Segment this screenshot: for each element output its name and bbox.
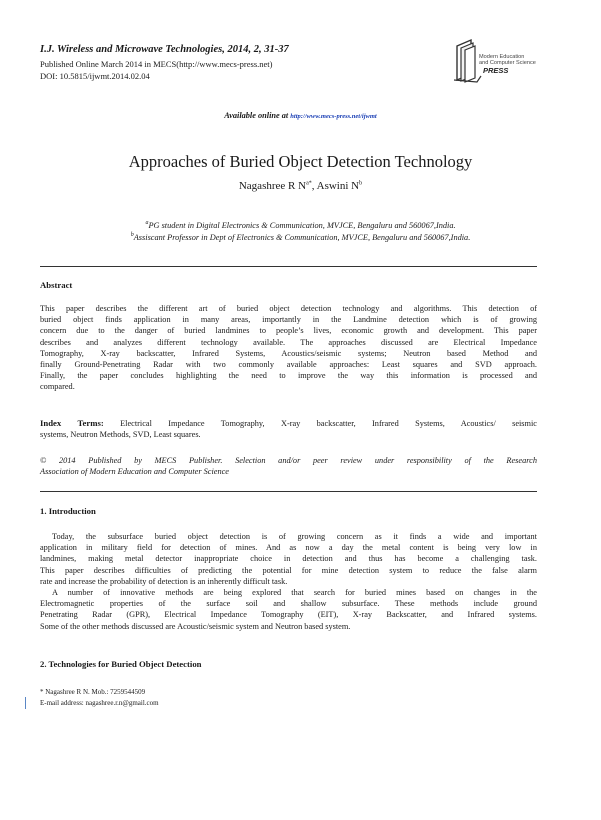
copyright-line-2: Association of Modern Education and Computer Science [40, 467, 229, 477]
logo-line2: and Computer Science [479, 60, 536, 66]
affiliation-2-text: Assiscant Professor in Dept of Electronics & Communication, MVJCE, Bengaluru and 560067,India. [133, 233, 471, 242]
affiliation-2-sup: b [130, 232, 134, 239]
available-online [0, 111, 601, 120]
abstract-line: Finally, the paper concludes highlighting the need to improve the way this information is processed and [40, 371, 537, 381]
paragraph-line: A number of innovative methods are being explored that search for buried mines based on changes in the [52, 588, 537, 597]
section-1-paragraph-2 [40, 587, 537, 632]
top-divider [40, 266, 537, 267]
book-stack-icon [453, 36, 563, 86]
abstract-line: describes and analyzes different technology available. The approaches discussed are Electrical Impedance [40, 337, 537, 347]
publisher-logo [453, 36, 563, 86]
abstract-line: finally Ground-Penetrating Radar with two commonly available approaches: Least squares and SVD approach. [40, 360, 537, 370]
copyright-notice [40, 455, 537, 477]
index-terms-line-1: Electrical Impedance Tomography, X-ray backscatter, Infrared Systems, Acoustics/ seismic [103, 419, 537, 428]
paper-title: Approaches of Buried Object Detection Technology [128, 152, 473, 171]
abstract-line: This paper describes the different art of buried object detection technology and algorithms. This detection of [40, 304, 537, 313]
section-2-heading: 2. Technologies for Buried Object Detection [40, 659, 202, 669]
index-terms-line-2: systems, Neutron Methods, SVD, Least squares. [40, 430, 201, 440]
author-1-sup: a* [306, 180, 312, 187]
paragraph-line: rate and increase the probability of detection is an inherently difficult task. [40, 576, 288, 586]
logo-line3: PRESS [483, 66, 509, 75]
section-1-heading: 1. Introduction [40, 506, 96, 516]
paragraph-line: Penetrating Radar (GPR), Electrical Impedance Tomography (EIT), X-ray Backscatter, and Infrared systems. [40, 610, 537, 620]
doi-line: DOI: 10.5815/ijwmt.2014.02.04 [40, 71, 150, 81]
affiliation-2 [0, 233, 601, 242]
affiliation-1-text: PG student in Digital Electronics & Communication, MVJCE, Bengaluru and 560067,India. [148, 221, 456, 230]
author-1: Nagashree R N [238, 180, 307, 192]
index-terms-label: Index Terms: [40, 418, 104, 428]
paragraph-line: application in military field for detection of mines. And as now a day the metal content is being very low in [40, 543, 537, 553]
author-2: Aswini N [316, 180, 360, 192]
logo-line1: Modern Education [479, 54, 525, 60]
affiliation-1-sup: a [145, 220, 149, 227]
published-online-line: Published Online March 2014 in MECS(http://www.mecs-press.net) [40, 59, 273, 69]
abstract-line: compared. [40, 382, 75, 392]
abstract-line: buried object finds application in many areas, importantly in the Landmine detection which is of growing [40, 315, 537, 325]
paragraph-line: This paper describes difficulties of predicting the potential for mine detection system to reduce the false alarm [40, 565, 537, 575]
bottom-divider [40, 491, 537, 492]
author-list [0, 180, 601, 192]
abstract-line: Tomography, X-ray backscatter, Infrared Systems, Acoustics/seismic systems; Neutron based Method and [40, 348, 537, 358]
index-terms [40, 418, 537, 440]
footnote-line-1: * Nagashree R N. Mob.: 7259544509 [40, 688, 146, 696]
paragraph-line: landmines, making metal detector inappropriate choice in detection and thus has become a challenging task. [40, 554, 537, 564]
affiliation-1 [0, 221, 601, 230]
author-2-sup: b [359, 180, 363, 187]
abstract-body [40, 303, 537, 393]
author-separator: , [311, 180, 317, 192]
abstract-heading: Abstract [40, 280, 73, 290]
journal-citation: I.J. Wireless and Microwave Technologies, 2014, 2, 31-37 [40, 44, 289, 55]
abstract-line: concern due to the danger of buried landmines to people’s lives, economic growth and development. This paper [40, 326, 537, 336]
paragraph-line: Some of the other methods discussed are Acoustic/seismic system and Neutron based system. [40, 621, 351, 631]
journal-url-link[interactable]: http://www.mecs-press.net/ijwmt [290, 113, 377, 120]
copyright-line-1: © 2014 Published by MECS Publisher. Selection and/or peer review under responsibility of the Research [40, 456, 537, 465]
available-label: Available online at [224, 111, 289, 120]
margin-marker [25, 697, 26, 709]
paragraph-line: Today, the subsurface buried object detection is of growing concern as it finds a wide and important [52, 532, 537, 541]
paragraph-line: Electromagnetic properties of the surface soil and shallow subsurface. These methods include ground [40, 599, 537, 609]
section-1-paragraph-1 [40, 531, 537, 587]
footnote-line-2: E-mail address: nagashree.r.n@gmail.com [40, 698, 159, 707]
footnote [40, 687, 159, 708]
